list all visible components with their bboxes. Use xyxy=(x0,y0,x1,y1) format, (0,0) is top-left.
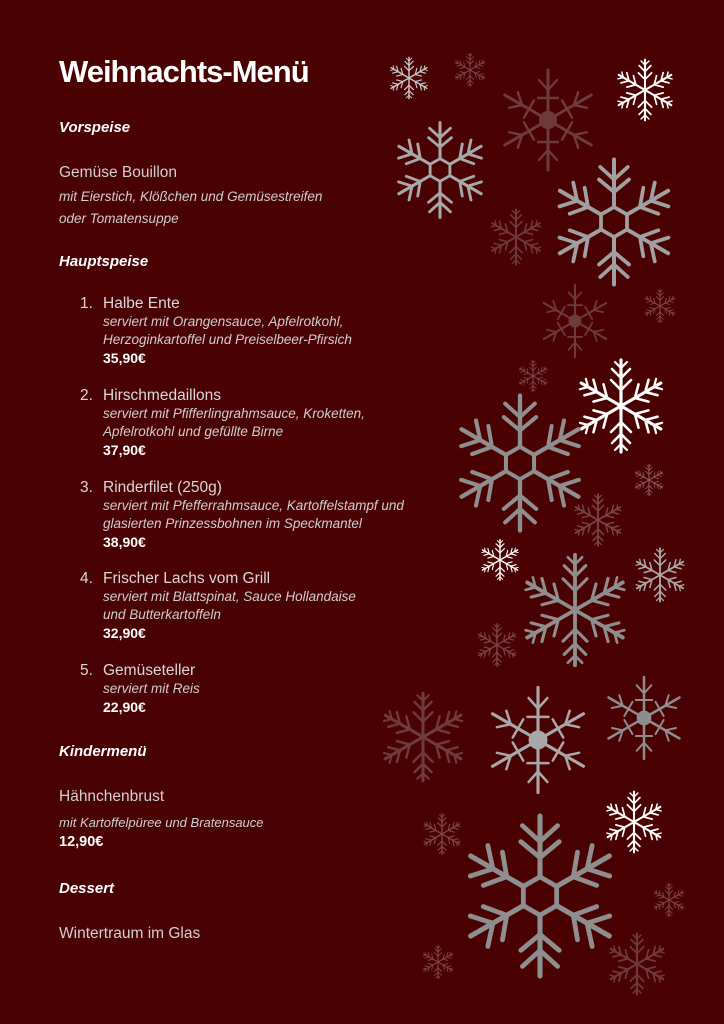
section-heading-hauptspeise: Hauptspeise xyxy=(59,253,149,270)
item-description-line-1: serviert mit Pfefferrahmsauce, Kartoffelstampf und xyxy=(103,498,404,513)
section-heading-kindermenue: Kindermenü xyxy=(59,743,147,760)
snowflake-icon xyxy=(644,289,676,322)
item-description-line-1: serviert mit Orangensauce, Apfelrotkohl, xyxy=(103,314,344,329)
snowflake-icon xyxy=(500,70,597,170)
vorspeise-dish-name: Gemüse Bouillon xyxy=(59,164,178,181)
item-description-line-2: glasierten Prinzessbohnen im Speckmantel xyxy=(103,516,362,531)
dessert-dish-name: Wintertraum im Glas xyxy=(59,925,201,942)
snowflake-icon xyxy=(453,396,586,531)
snowflake-icon xyxy=(604,792,663,853)
snowflake-icon xyxy=(518,360,548,391)
item-price: 37,90€ xyxy=(103,442,146,458)
snowflake-icon xyxy=(393,123,487,218)
item-description-line-2: Apfelrotkohl und gefüllte Birne xyxy=(103,424,284,439)
kindermenue-price: 12,90€ xyxy=(59,834,104,850)
item-price: 32,90€ xyxy=(103,625,146,641)
snowflake-icon xyxy=(552,160,675,285)
snowflake-icon xyxy=(573,494,623,546)
item-number: 1. xyxy=(80,295,93,312)
section-heading-dessert: Dessert xyxy=(59,880,115,897)
item-name: Hirschmedaillons xyxy=(103,387,222,404)
menu-title: Weihnachts-Menü xyxy=(59,54,309,89)
section-heading-vorspeise: Vorspeise xyxy=(59,119,131,136)
item-number: 4. xyxy=(80,570,93,587)
item-name: Frischer Lachs vom Grill xyxy=(103,570,271,587)
item-description-line-1: serviert mit Reis xyxy=(103,681,200,696)
snowflake-icon xyxy=(461,816,619,976)
item-price: 22,90€ xyxy=(103,699,146,715)
snowflake-icon xyxy=(607,934,666,995)
item-number: 3. xyxy=(80,479,93,496)
item-description-line-1: serviert mit Pfifferlingrahmsauce, Kroketten, xyxy=(103,406,365,421)
snowflake-icon xyxy=(480,540,519,580)
snowflake-icon xyxy=(615,60,674,121)
snowflake-icon xyxy=(422,814,461,854)
snowflake-icon xyxy=(576,360,666,452)
vorspeise-description-line-2: oder Tomatensuppe xyxy=(59,211,179,226)
item-number: 2. xyxy=(80,387,93,404)
item-name: Gemüseteller xyxy=(103,662,196,679)
snowflake-icon xyxy=(454,53,486,86)
snowflake-icon xyxy=(540,285,610,357)
snowflake-icon xyxy=(604,677,683,759)
item-description-line-2: Herzoginkartoffel und Preiselbeer-Pfirsich xyxy=(103,332,352,347)
item-price: 35,90€ xyxy=(103,350,146,366)
snowflake-icon xyxy=(634,464,664,495)
snowflake-icon xyxy=(489,209,543,264)
item-name: Halbe Ente xyxy=(103,295,180,312)
vorspeise-description xyxy=(59,186,322,230)
snowflake-icon xyxy=(389,57,429,98)
item-description-line-1: serviert mit Blattspinat, Sauce Hollandaise xyxy=(103,589,356,604)
snowflake-icon xyxy=(476,624,517,666)
kindermenue-dish-name: Hähnchenbrust xyxy=(59,788,165,805)
item-number: 5. xyxy=(80,662,93,679)
item-price: 38,90€ xyxy=(103,534,146,550)
snowflake-icon xyxy=(487,688,588,793)
snowflake-icon xyxy=(422,945,454,978)
kindermenue-description: mit Kartoffelpüree und Bratensauce xyxy=(59,815,264,830)
item-description-line-2: und Butterkartoffeln xyxy=(103,607,221,622)
snowflake-icon xyxy=(521,555,629,665)
item-name: Rinderfilet (250g) xyxy=(103,479,222,496)
snowflake-icon xyxy=(634,548,686,601)
vorspeise-description-line-1: mit Eierstich, Klößchen und Gemüsestreifen xyxy=(59,189,323,204)
snowflake-icon xyxy=(653,883,685,916)
